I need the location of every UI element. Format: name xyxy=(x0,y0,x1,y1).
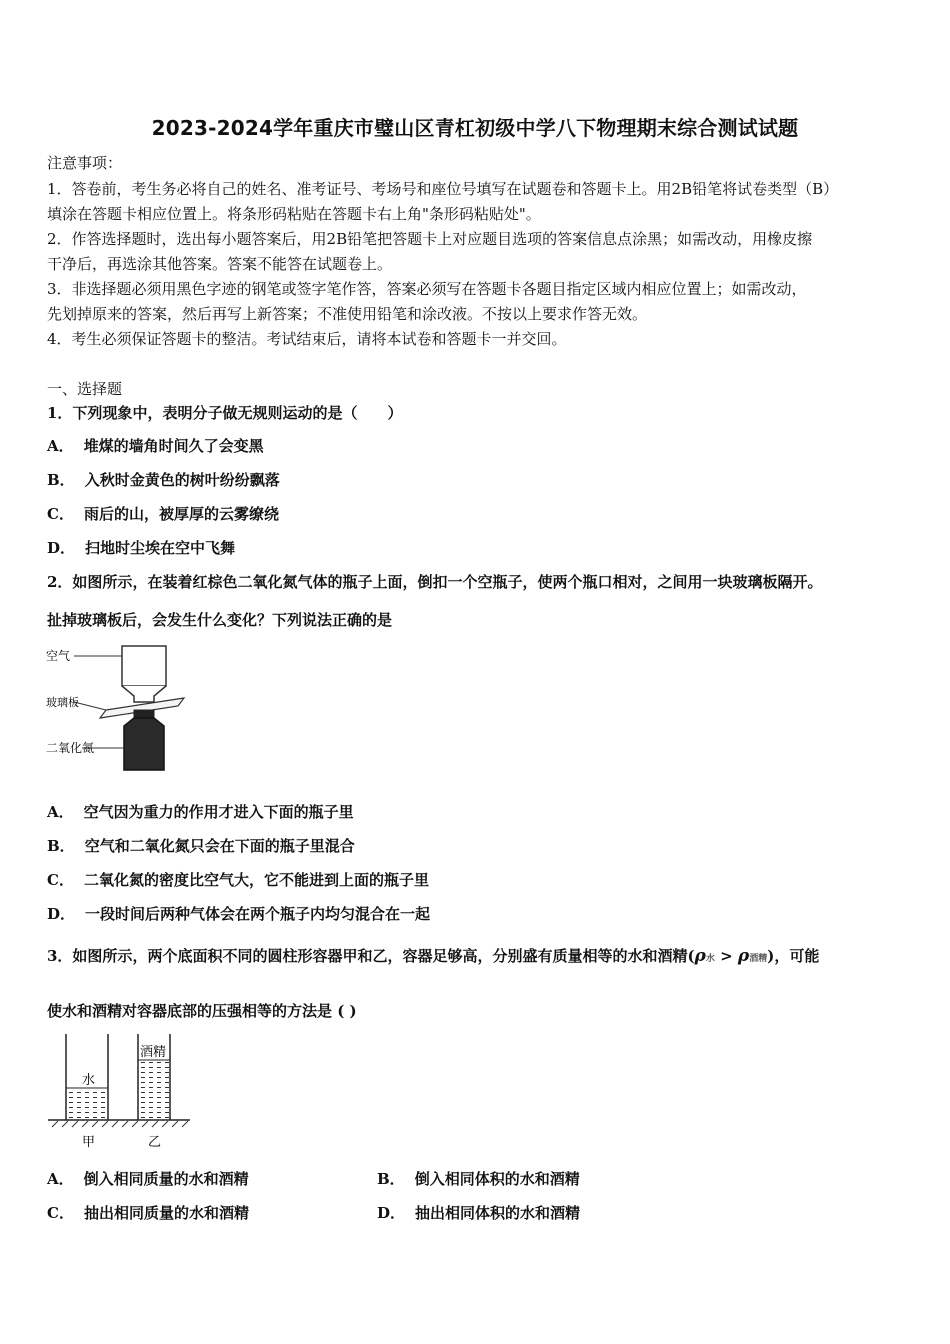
greater-than: > xyxy=(720,947,733,965)
q3-stem-post: )，可能 xyxy=(767,947,820,965)
notice-line: 干净后，再选涂其他答案。答案不能答在试题卷上。 xyxy=(47,255,393,273)
q3-container-figure xyxy=(44,1030,194,1152)
label-no2: 二氧化氮 xyxy=(46,741,95,755)
q1-option-a[interactable] xyxy=(47,435,264,456)
section-heading: 一、选择题 xyxy=(47,380,123,398)
q3-stem-line1 xyxy=(47,945,819,966)
option-label: B． xyxy=(47,837,75,855)
option-label: D． xyxy=(47,905,76,923)
alcohol-liquid xyxy=(139,1060,169,1120)
q3-option-b[interactable] xyxy=(377,1168,580,1189)
q1-option-c[interactable] xyxy=(47,503,279,524)
notice-line: 4．考生必须保证答题卡的整洁。考试结束后，请将本试卷和答题卡一并交回。 xyxy=(47,330,567,348)
notice-line: 填涂在答题卡相应位置上。将条形码粘贴在答题卡右上角"条形码粘贴处"。 xyxy=(47,205,541,223)
option-text: 倒入相同体积的水和酒精 xyxy=(414,1170,580,1188)
option-label: D． xyxy=(377,1204,406,1222)
label-air: 空气 xyxy=(46,649,71,663)
option-text: 倒入相同质量的水和酒精 xyxy=(83,1170,249,1188)
option-text: 雨后的山，被厚厚的云雾缭绕 xyxy=(83,505,279,523)
q2-option-d[interactable] xyxy=(47,903,430,924)
label-jia: 甲 xyxy=(82,1135,96,1150)
option-text: 抽出相同质量的水和酒精 xyxy=(83,1204,249,1222)
option-text: 一段时间后两种气体会在两个瓶子内均匀混合在一起 xyxy=(85,905,431,923)
option-text: 堆煤的墙角时间久了会变黑 xyxy=(83,437,264,455)
q2-stem-line2: 扯掉玻璃板后，会发生什么变化？下列说法正确的是 xyxy=(47,611,393,629)
option-label: A． xyxy=(47,437,74,455)
q2-stem-line1: 2．如图所示，在装着红棕色二氧化氮气体的瓶子上面，倒扣一个空瓶子，使两个瓶口相对，之间用一块玻璃板隔开。 xyxy=(47,573,823,591)
page-title: 2023-2024学年重庆市璧山区青杠初级中学八下物理期末综合测试试题 xyxy=(151,116,799,140)
option-text: 扫地时尘埃在空中飞舞 xyxy=(85,539,236,557)
lower-bottle-neck xyxy=(134,710,154,718)
q2-option-a[interactable] xyxy=(47,801,354,822)
lower-bottle-body xyxy=(124,718,164,770)
label-water: 水 xyxy=(82,1073,96,1088)
option-text: 抽出相同体积的水和酒精 xyxy=(415,1204,581,1222)
q3-stem-line2: 使水和酒精对容器底部的压强相等的方法是 ( ) xyxy=(47,1002,357,1020)
option-label: A． xyxy=(47,803,74,821)
option-text: 二氧化氮的密度比空气大，它不能进到上面的瓶子里 xyxy=(83,871,429,889)
option-text: 空气因为重力的作用才进入下面的瓶子里 xyxy=(83,803,354,821)
q2-option-b[interactable] xyxy=(47,835,355,856)
upper-bottle-neck xyxy=(122,686,166,702)
q2-bottle-figure xyxy=(44,640,194,775)
label-yi: 乙 xyxy=(148,1135,162,1150)
q1-option-b[interactable] xyxy=(47,469,280,490)
notice-line: 1．答卷前，考生务必将自己的姓名、准考证号、考场号和座位号填写在试题卷和答题卡上。用2B铅笔将试卷类型（B） xyxy=(47,180,839,198)
option-text: 入秋时金黄色的树叶纷纷飘落 xyxy=(84,471,280,489)
option-label: B． xyxy=(377,1170,405,1188)
subscript-alcohol: 酒精 xyxy=(749,954,768,964)
q3-option-c[interactable] xyxy=(47,1202,249,1223)
rho-symbol: ρ xyxy=(737,946,750,966)
option-label: D． xyxy=(47,539,76,557)
option-label: C． xyxy=(47,1204,74,1222)
water-liquid xyxy=(67,1088,107,1120)
notice-line: 先划掉原来的答案，然后再写上新答案；不准使用铅笔和涂改液。不按以上要求作答无效。 xyxy=(47,305,648,323)
rho-symbol: ρ xyxy=(694,946,706,966)
notice-line: 2．作答选择题时，选出每小题答案后，用2B铅笔把答题卡上对应题目选项的答案信息点涂黑；如需改动，用橡皮擦 xyxy=(47,230,813,248)
subscript-water: 水 xyxy=(705,954,715,964)
option-text: 空气和二氧化氮只会在下面的瓶子里混合 xyxy=(84,837,355,855)
option-label: A． xyxy=(47,1170,74,1188)
label-alcohol: 酒精 xyxy=(140,1045,167,1060)
option-label: C． xyxy=(47,871,74,889)
q2-option-c[interactable] xyxy=(47,869,429,890)
q1-option-d[interactable] xyxy=(47,537,235,558)
option-label: B． xyxy=(47,471,75,489)
q3-stem-pre: 3．如图所示，两个底面积不同的圆柱形容器甲和乙，容器足够高，分别盛有质量相等的水和酒精( xyxy=(47,947,695,965)
upper-bottle-body xyxy=(122,646,166,686)
q1-stem: 1．下列现象中，表明分子做无规则运动的是（ ） xyxy=(47,404,403,422)
label-glass: 玻璃板 xyxy=(46,696,79,709)
ground-hatch xyxy=(52,1121,188,1127)
q3-option-d[interactable] xyxy=(377,1202,580,1223)
notice-line: 3．非选择题必须用黑色字迹的钢笔或签字笔作答，答案必须写在答题卡各题目指定区域内相应位置上；如需改动， xyxy=(47,280,807,298)
q3-option-a[interactable] xyxy=(47,1168,249,1189)
option-label: C． xyxy=(47,505,74,523)
notice-heading: 注意事项： xyxy=(47,154,123,172)
